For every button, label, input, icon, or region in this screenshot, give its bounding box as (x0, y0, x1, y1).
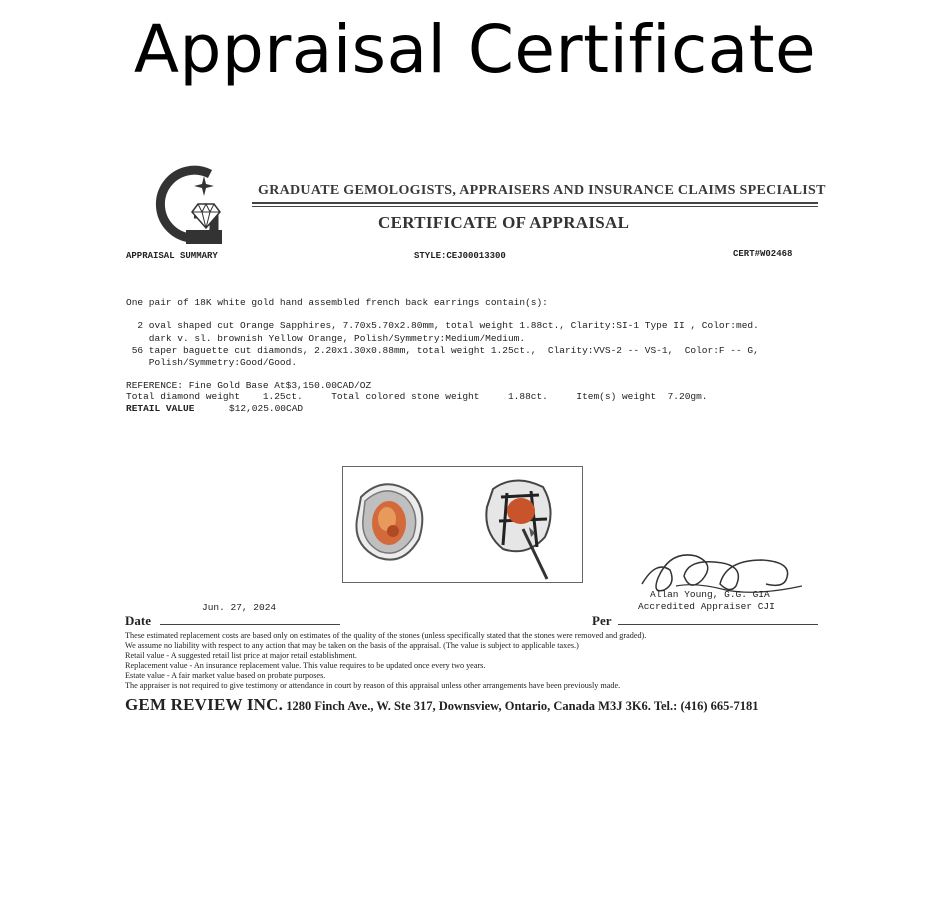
retail-value-label: RETAIL VALUE (126, 403, 195, 414)
appraiser-title: Accredited Appraiser CJI (638, 601, 775, 612)
gemologist-logo (148, 160, 232, 250)
totals-line: Total diamond weight 1.25ct. Total colored stone weight 1.88ct. Item(s) weight 7.20gm. (126, 391, 708, 402)
reference-line: REFERENCE: Fine Gold Base At$3,150.00CAD/OZ (126, 380, 372, 391)
per-line (618, 624, 818, 625)
appraisal-summary-label: APPRAISAL SUMMARY (126, 251, 218, 261)
earring-photo (342, 466, 583, 583)
page-title: Appraisal Certificate (133, 11, 817, 88)
description-intro: One pair of 18K white gold hand assembled french back earrings contain(s): (126, 297, 548, 308)
fine-print-2: We assume no liability with respect to any action that may be taken on the basis of the appraisal. (The value is subject to applicable taxes.) (125, 641, 579, 650)
certificate-heading: CERTIFICATE OF APPRAISAL (378, 213, 630, 232)
fine-print-6: The appraiser is not required to give testimony or attendance in court by reason of this appraisal unless other arrangements have been previously made. (125, 681, 621, 690)
fine-print-4: Replacement value - An insurance replacement value. This value requires to be updated once every two years. (125, 661, 486, 670)
style-number: STYLE:CEJ00013300 (414, 251, 506, 261)
appraiser-name: Allan Young, G.G. GIA (650, 589, 770, 600)
diamond-line-1: 56 taper baguette cut diamonds, 2.20x1.30x0.88mm, total weight 1.25ct., Clarity:VVS-2 -- VS-1, Color:F -- G, (126, 345, 759, 356)
fine-print-1: These estimated replacement costs are based only on estimates of the quality of the stones (unless specifically stated that the stones were removed and graded). (125, 631, 647, 640)
date-label: Date (125, 613, 151, 628)
appraisal-date: Jun. 27, 2024 (202, 602, 277, 613)
company-name: GEM REVIEW INC. (125, 695, 284, 714)
sapphire-line-1: 2 oval shaped cut Orange Sapphires, 7.70x5.70x2.80mm, total weight 1.88ct., Clarity:SI-1 Type II , Color:med. (126, 320, 759, 331)
sapphire-line-2: dark v. sl. brownish Yellow Orange, Polish/Symmetry:Medium/Medium. (126, 333, 526, 344)
header-rule (252, 202, 818, 204)
diamond-line-2: Polish/Symmetry:Good/Good. (126, 357, 298, 368)
per-label: Per (592, 613, 612, 628)
firm-description: GRADUATE GEMOLOGISTS, APPRAISERS AND INSURANCE CLAIMS SPECIALIST (258, 183, 826, 198)
cert-number: CERT#W02468 (733, 249, 793, 259)
fine-print-5: Estate value - A fair market value based on probate purposes. (125, 671, 326, 680)
company-address: 1280 Finch Ave., W. Ste 317, Downsview, Ontario, Canada M3J 3K6. Tel.: (416) 665-7181 (283, 699, 759, 713)
date-line (160, 624, 340, 625)
header-rule-thin (252, 206, 818, 207)
company-footer (125, 695, 759, 715)
fine-print-3: Retail value - A suggested retail list price at major retail establishment. (125, 651, 357, 660)
retail-value: $12,025.00CAD (229, 403, 304, 414)
earring-image (343, 467, 582, 582)
